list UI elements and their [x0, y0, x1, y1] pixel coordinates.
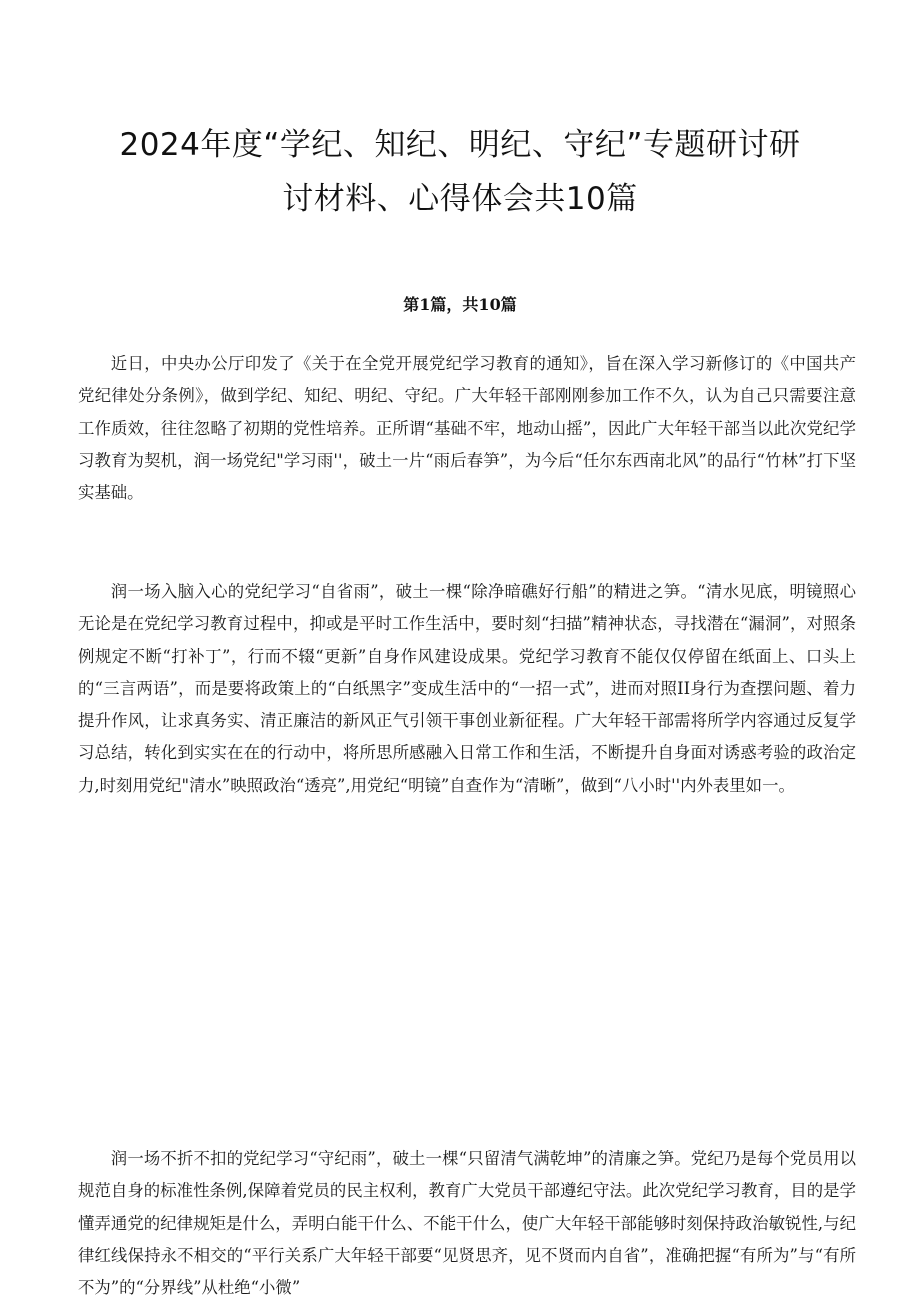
document-title-line-2: 讨材料、心得体会共10篇: [282, 181, 638, 217]
body-paragraph-3: 润一场不折不扣的党纪学习“守纪雨”，破土一棵“只留清气满乾坤”的清廉之笋。党纪乃是每个党员用以规范自身的标准性条例,保障着党员的民主权利，教育广大党员干部遵纪守法。此次党纪学习教育，目的是学懂弄通党的纪律规矩是什么，弄明白能干什么、不能干什么，使广大年轻干部能够时刻保持政治敏锐性,与纪律红线保持永不相交的“平行关系广大年轻干部要“见贤思齐，见不贤而内自省”，准确把握“有所为”与“有所不为”的“分界线”从杜绝“小微”: [78, 1149, 856, 1298]
section-heading: 第1篇，共10篇: [403, 295, 517, 314]
body-paragraph-2: 润一场入脑入心的党纪学习“自省雨”，破土一棵“除净暗礁好行船”的精进之笋。“清水见底，明镜照心无论是在党纪学习教育过程中，抑或是平时工作生活中，要时刻“扫描”精神状态，寻找潜在“漏洞”，对照条例规定不断“打补丁”，行而不辍“更新”自身作风建设成果。党纪学习教育不能仅仅停留在纸面上、口头上的“三言两语”，而是要将政策上的“白纸黑字”变成生活中的“一招一式”，进而对照II身行为查摆问题、着力提升作风，让求真务实、清正廉洁的新风正气引领干事创业新征程。广大年轻干部需将所学内容通过反复学习总结，转化到实实在在的行动中，将所思所感融入日常工作和生活，不断提升自身面对诱惑考验的政治定力,时刻用党纪"清水”映照政治“透亮”,用党纪“明镜”自查作为“清晰”，做到“八小时''内外表里如一。: [78, 582, 856, 795]
document-title-line-1: 2024年度“学纪、知纪、明纪、守纪”专题研讨研: [119, 127, 801, 163]
document-title: [70, 118, 850, 226]
body-paragraph-1: 近日，中央办公厅印发了《关于在全党开展党纪学习教育的通知》，旨在深入学习新修订的《中国共产党纪律处分条例》，做到学纪、知纪、明纪、守纪。广大年轻干部刚刚参加工作不久，认为自己只需要注意工作质效，往往忽略了初期的党性培养。正所谓“基础不牢，地动山摇”，因此广大年轻干部当以此次党纪学习教育为契机，润一场党纪"学习雨''，破土一片“雨后春笋”，为今后“任尔东西南北风”的品行“竹林”打下坚实基础。: [78, 354, 856, 503]
